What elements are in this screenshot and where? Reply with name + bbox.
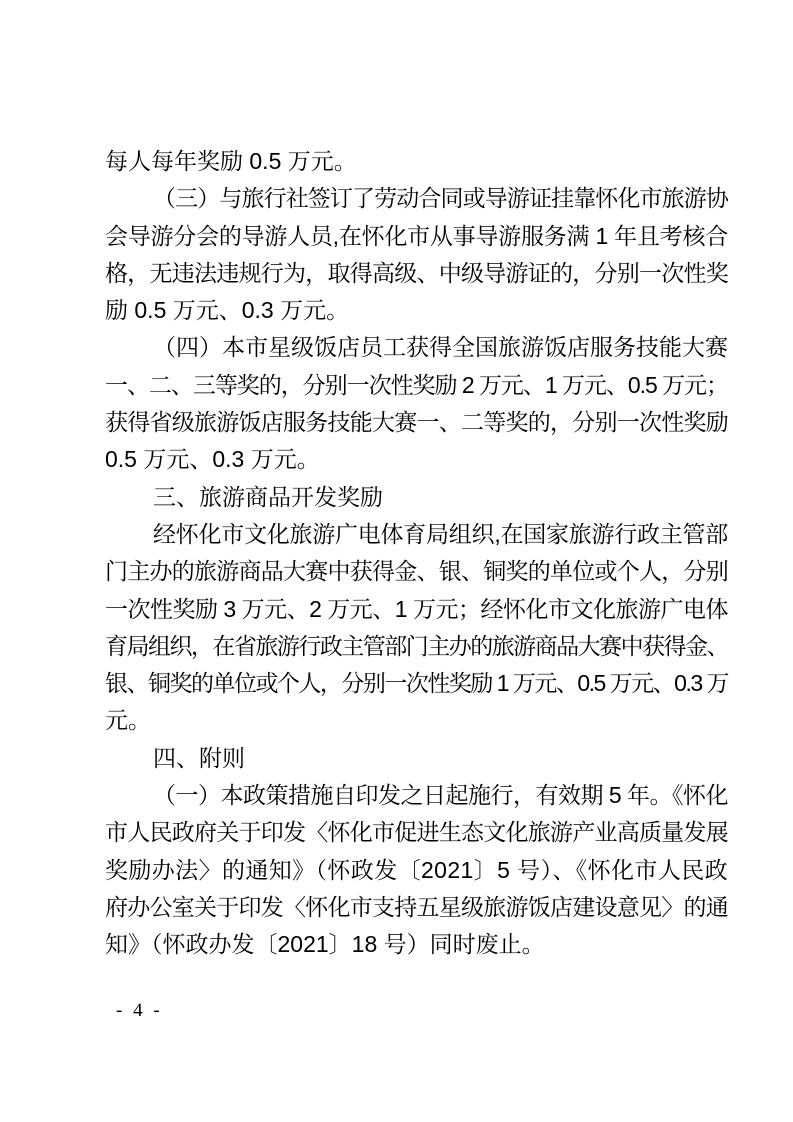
line-text: 育局组织，在省旅游行政主管部门主办的旅游商品大赛中获得金、: [105, 632, 729, 659]
document-line: [105, 218, 728, 255]
document-body: [105, 143, 728, 964]
document-line: [105, 143, 728, 180]
document-line: [105, 292, 728, 329]
section-heading: [105, 479, 728, 516]
document-line: [105, 665, 728, 702]
document-line: [105, 889, 728, 926]
line-text: （一）本政策措施自印发之日起施行，有效期 5 年。《怀化: [153, 782, 728, 809]
document-line: [105, 702, 728, 739]
line-text: 门主办的旅游商品大赛中获得金、银、铜奖的单位或个人，分别: [105, 558, 728, 585]
line-text: 一次性奖励 3 万元、2 万元、1 万元；经怀化市文化旅游广电体: [105, 595, 728, 622]
document-line: [105, 516, 728, 553]
line-text: 四、附则: [153, 744, 245, 771]
document-line: [105, 553, 728, 590]
line-text: 奖励办法〉的通知》（怀政发〔2021〕5 号）、《怀化市人民政: [105, 856, 728, 883]
line-text: 每人每年奖励 0.5 万元。: [105, 148, 357, 174]
document-line: [105, 404, 728, 441]
document-line: [105, 329, 728, 366]
line-text: 经怀化市文化旅游广电体育局组织,在国家旅游行政主管部: [153, 520, 728, 547]
document-line: [105, 926, 728, 963]
line-text: （四）本市星级饭店员工获得全国旅游饭店服务技能大赛: [153, 334, 728, 361]
document-line: [105, 852, 728, 889]
document-line: [105, 441, 728, 478]
line-text: （三）与旅行社签订了劳动合同或导游证挂靠怀化市旅游协: [153, 185, 729, 212]
line-text: 励 0.5 万元、0.3 万元。: [105, 297, 350, 324]
line-text: 三、旅游商品开发奖励: [153, 483, 383, 510]
document-line: [105, 180, 728, 217]
document-line: [105, 777, 728, 814]
line-text: 市人民政府关于印发〈怀化市促进生态文化旅游产业高质量发展: [105, 819, 728, 846]
line-text: 格，无违法违规行为，取得高级、中级导游证的，分别一次性奖: [105, 259, 728, 286]
line-text: 府办公室关于印发〈怀化市支持五星级旅游饭店建设意见〉的通: [105, 893, 728, 920]
document-line: [105, 628, 728, 665]
line-text: 知》（怀政办发〔2021〕18 号）同时废止。: [105, 931, 545, 958]
line-text: 0.5 万元、0.3 万元。: [105, 446, 320, 473]
line-text: 获得省级旅游饭店服务技能大赛一、二等奖的，分别一次性奖励: [105, 409, 728, 436]
document-line: [105, 367, 728, 404]
page-number: - 4 -: [116, 1000, 163, 1021]
section-heading: [105, 740, 728, 777]
line-text: 会导游分会的导游人员,在怀化市从事导游服务满 1 年且考核合: [105, 222, 728, 249]
document-line: [105, 255, 728, 292]
document-line: [105, 814, 728, 851]
document-line: [105, 591, 728, 628]
line-text: 元。: [105, 707, 151, 734]
line-text: 一、二、三等奖的，分别一次性奖励 2 万元、1 万元、0.5 万元；: [105, 371, 728, 398]
line-text: 银、铜奖的单位或个人，分别一次性奖励 1 万元、0.5 万元、0.3 万: [105, 670, 728, 697]
